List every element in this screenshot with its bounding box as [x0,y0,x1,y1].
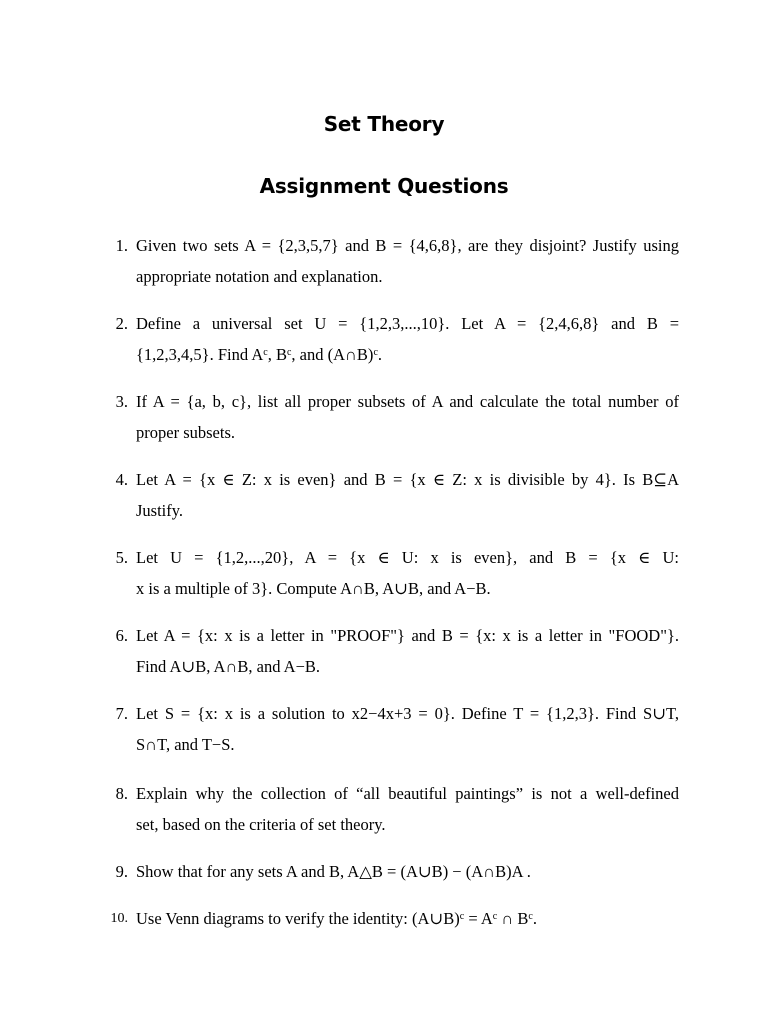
document-subtitle: Assignment Questions [259,174,509,198]
question-number: 4. [115,470,128,489]
question-number: 2. [115,314,128,333]
question-text: Let A = {x ∈ Z: x is even} and B = {x ∈ Z: x is divisible by 4}. Is B⊆A Justify. [136,470,679,520]
question-text: Let U = {1,2,...,20}, A = {x ∈ U: x is even}, and B = {x ∈ U: x is a multiple of 3}. Compute A∩B, A∪B, and A−B. [136,548,679,598]
question-number: 3. [115,392,128,411]
question-text: Let S = {x: x is a solution to x2−4x+3 = 0}. Define T = {1,2,3}. Find S∪T, S∩T, and T−S. [136,704,679,754]
question-text: Explain why the collection of “all beautiful paintings” is not a well-defined set, based on the criteria of set theory. [136,784,679,834]
question-text: If A = {a, b, c}, list all proper subsets of A and calculate the total number of proper subsets. [136,392,679,442]
question-text: Let A = {x: x is a letter in "PROOF"} and B = {x: x is a letter in "FOOD"}. Find A∪B, A∩B, and A−B. [136,626,679,676]
question-text: Given two sets A = {2,3,5,7} and B = {4,6,8}, are they disjoint? Justify using appropriate notation and explanation. [136,236,679,286]
question-number: 7. [115,704,128,723]
question-number: 8. [115,784,128,803]
question-text: Show that for any sets A and B, A△B = (A∪B) − (A∩B)A . [136,862,531,881]
question-number: 5. [115,548,128,567]
question-number: 1. [115,236,128,255]
question-number: 9. [115,862,128,881]
question-number: 6. [115,626,128,645]
question-text: Use Venn diagrams to verify the identity: (A∪B)$^c$ = $A^c$ ∩ $B^c$. [136,909,537,928]
document-title: Set Theory [323,112,445,136]
question-number: 10. [110,911,128,926]
question-text: Define a universal set U = {1,2,3,...,10}. Let A = {2,4,6,8} and B = {1,2,3,4,5}. Find $A^c$, $B^c$, and (A∩B)$^c$. [136,314,679,364]
